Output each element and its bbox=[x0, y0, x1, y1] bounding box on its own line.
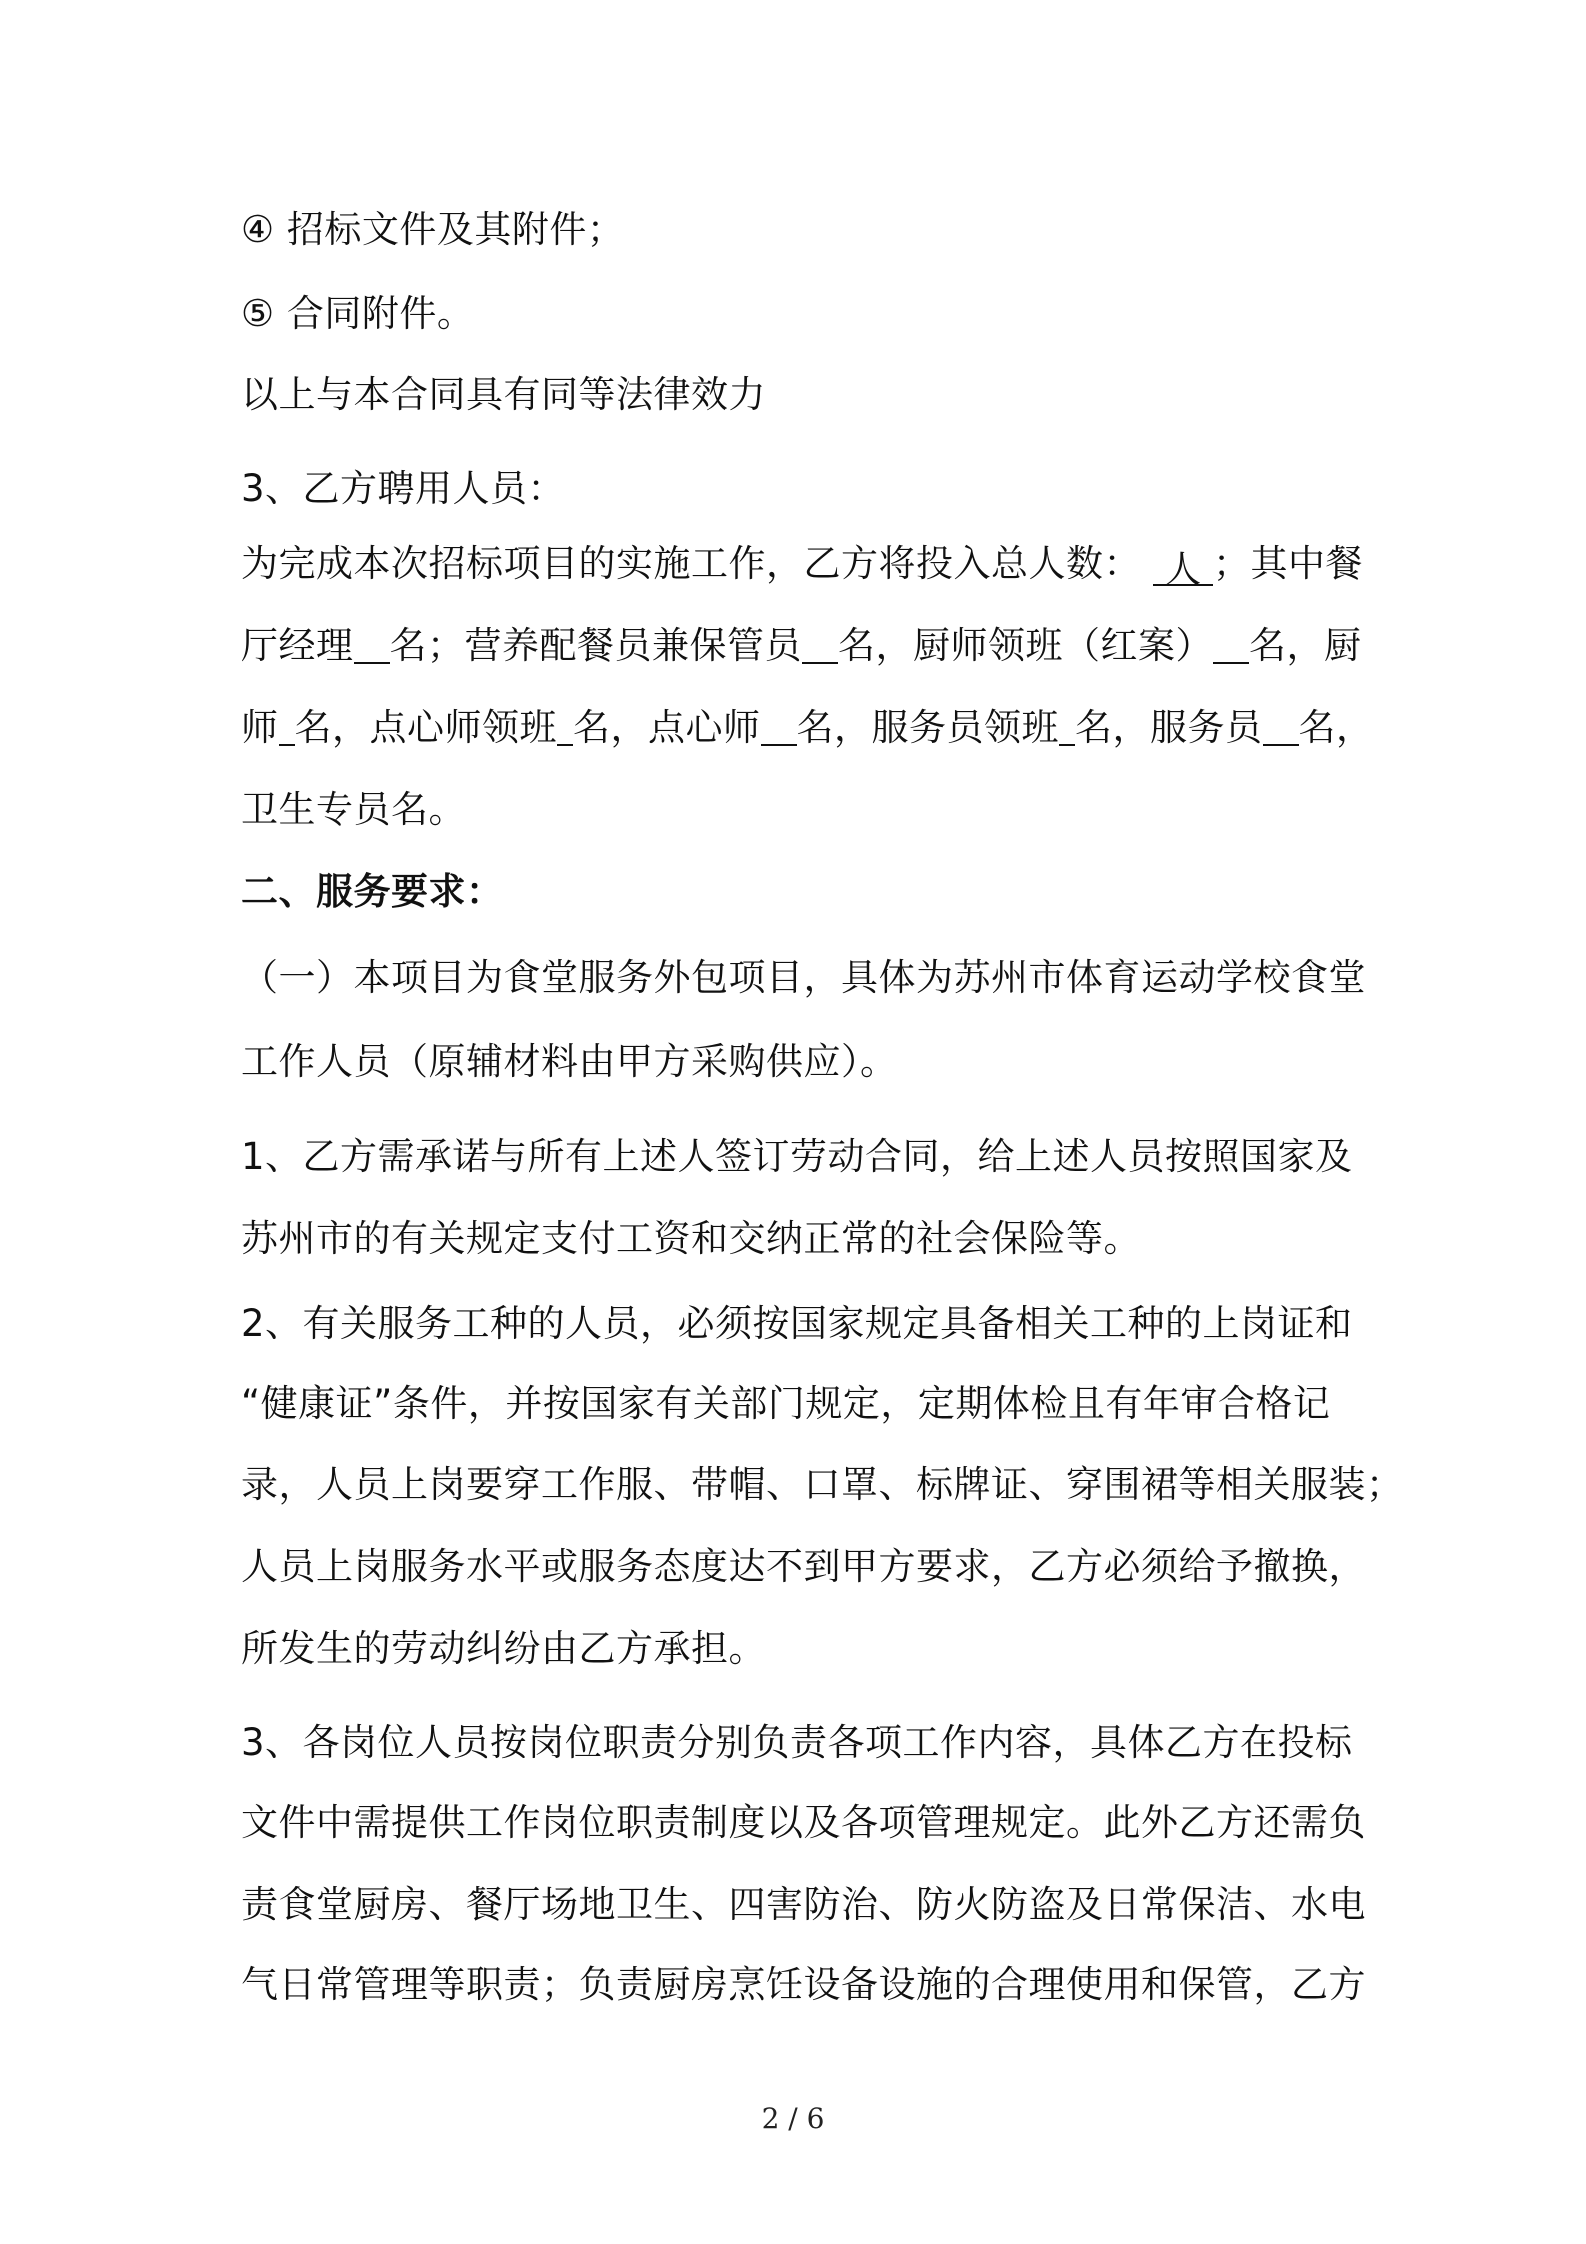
paragraph-line: “健康证”条件，并按国家有关部门规定，定期体检且有年审合格记 bbox=[241, 1382, 1331, 1425]
paragraph-line: 苏州市的有关规定支付工资和交纳正常的社会保险等。 bbox=[241, 1217, 1141, 1260]
pastry-lead-blank bbox=[557, 708, 573, 746]
nutrition-clerk-blank bbox=[802, 626, 838, 664]
staffing-text: 名， bbox=[1298, 706, 1374, 749]
paragraph-line: 所发生的劳动纠纷由乙方承担。 bbox=[241, 1627, 766, 1670]
server-blank bbox=[1263, 708, 1299, 746]
staffing-text: 名，服务员 bbox=[1075, 706, 1263, 749]
staffing-text: 名，服务员领班 bbox=[796, 706, 1059, 749]
staffing-text: 厅经理 bbox=[241, 624, 354, 667]
staffing-text: 师 bbox=[241, 706, 279, 749]
staffing-line-2 bbox=[241, 624, 1362, 668]
staffing-text: 名，厨 bbox=[1249, 624, 1362, 667]
paragraph-line: 3、各岗位人员按岗位职责分别负责各项工作内容，具体乙方在投标 bbox=[241, 1721, 1353, 1764]
staffing-line-4: 卫生专员名。 bbox=[241, 788, 466, 831]
section-2-heading: 二、服务要求： bbox=[241, 870, 504, 913]
restaurant-manager-blank bbox=[354, 626, 390, 664]
service-lead-blank bbox=[1059, 708, 1075, 746]
paragraph-line: 文件中需提供工作岗位职责制度以及各项管理规定。此外乙方还需负 bbox=[241, 1801, 1366, 1844]
paragraph-line: （一）本项目为食堂服务外包项目，具体为苏州市体育运动学校食堂 bbox=[241, 956, 1366, 999]
paragraph-line: 责食堂厨房、餐厅场地卫生、四害防治、防火防盗及日常保洁、水电 bbox=[241, 1883, 1366, 1926]
paragraph-line: 2、有关服务工种的人员，必须按国家规定具备相关工种的上岗证和 bbox=[241, 1302, 1353, 1345]
staffing-line-1 bbox=[241, 542, 1363, 591]
head-chef-blank bbox=[1213, 626, 1249, 664]
section-3-heading: 3、乙方聘用人员： bbox=[241, 467, 566, 510]
staffing-line-3 bbox=[241, 706, 1374, 750]
item-5-contract-attachments: ⑤ 合同附件。 bbox=[241, 292, 475, 335]
total-headcount-blank: 人 bbox=[1153, 548, 1213, 586]
staffing-text: 名，厨师领班（红案） bbox=[838, 624, 1213, 667]
page-number: 2 / 6 bbox=[761, 2102, 825, 2135]
item-4-tender-documents: ④ 招标文件及其附件； bbox=[241, 208, 625, 251]
staffing-text: ；其中餐 bbox=[1213, 542, 1363, 585]
staffing-text: 为完成本次招标项目的实施工作，乙方将投入总人数： bbox=[241, 542, 1141, 585]
staffing-text: 名，点心师领班 bbox=[294, 706, 557, 749]
chef-blank bbox=[279, 708, 295, 746]
paragraph-line: 1、乙方需承诺与所有上述人签订劳动合同，给上述人员按照国家及 bbox=[241, 1135, 1353, 1178]
paragraph-line: 录，人员上岗要穿工作服、带帽、口罩、标牌证、穿围裙等相关服装； bbox=[241, 1463, 1404, 1506]
paragraph-line: 气日常管理等职责；负责厨房烹饪设备设施的合理使用和保管，乙方 bbox=[241, 1963, 1366, 2006]
pastry-chef-blank bbox=[761, 708, 797, 746]
equal-legal-effect-line: 以上与本合同具有同等法律效力 bbox=[241, 373, 766, 416]
staffing-text: 名；营养配餐员兼保管员 bbox=[389, 624, 802, 667]
staffing-text: 名，点心师 bbox=[573, 706, 761, 749]
paragraph-line: 人员上岗服务水平或服务态度达不到甲方要求，乙方必须给予撤换， bbox=[241, 1545, 1366, 1588]
paragraph-line: 工作人员（原辅材料由甲方采购供应）。 bbox=[241, 1040, 898, 1083]
